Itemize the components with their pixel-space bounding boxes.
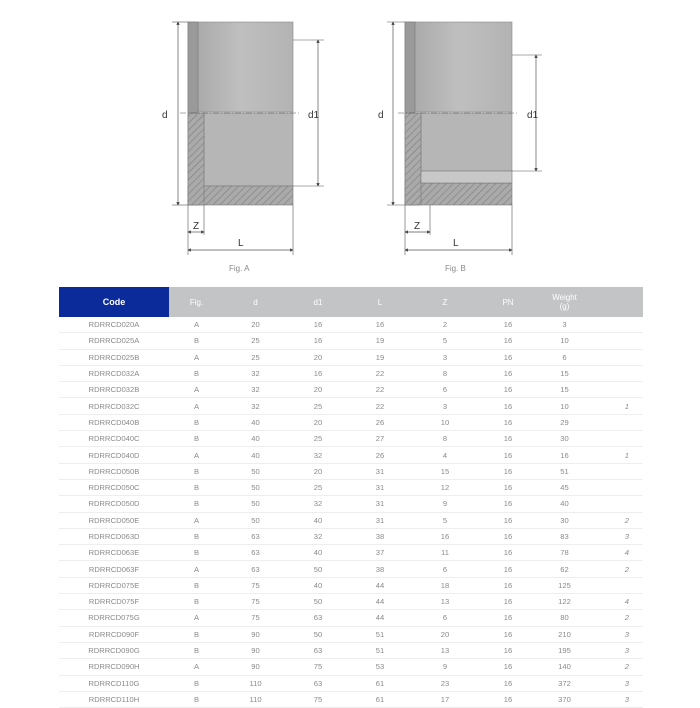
- cell-d: 90: [224, 659, 287, 675]
- header-weight-unit: (g): [559, 302, 570, 311]
- table-row: [59, 594, 643, 610]
- cell-z: 17: [411, 691, 479, 707]
- cell-weight: 6: [537, 349, 592, 365]
- fig-a-caption: Fig. A: [229, 264, 250, 273]
- cell-z: 9: [411, 659, 479, 675]
- cell-pn: 16: [479, 528, 537, 544]
- cell-d: 75: [224, 594, 287, 610]
- cell-d: 90: [224, 642, 287, 658]
- cell-weight: 210: [537, 626, 592, 642]
- cell-d1: 63: [287, 675, 349, 691]
- cell-weight: 15: [537, 382, 592, 398]
- cell-z: 5: [411, 512, 479, 528]
- cell-d: 63: [224, 561, 287, 577]
- cell-note: 1: [592, 398, 643, 414]
- cell-z: 4: [411, 447, 479, 463]
- cell-weight: 30: [537, 431, 592, 447]
- cell-z: 6: [411, 561, 479, 577]
- cell-weight: 16: [537, 447, 592, 463]
- cell-pn: 16: [479, 659, 537, 675]
- cell-code: RDRRCD050E: [59, 512, 169, 528]
- cell-pn: 16: [479, 431, 537, 447]
- cell-d1: 32: [287, 496, 349, 512]
- cell-l: 53: [349, 659, 411, 675]
- cell-d1: 25: [287, 431, 349, 447]
- cell-fig: B: [169, 675, 224, 691]
- cell-d1: 50: [287, 594, 349, 610]
- table-row: [59, 398, 643, 414]
- cell-fig: B: [169, 545, 224, 561]
- cell-z: 12: [411, 479, 479, 495]
- cell-weight: 80: [537, 610, 592, 626]
- cell-pn: 16: [479, 610, 537, 626]
- table-row: [59, 545, 643, 561]
- table-row: [59, 447, 643, 463]
- cell-l: 26: [349, 447, 411, 463]
- cell-weight: 45: [537, 479, 592, 495]
- fig-a-label-l: L: [238, 238, 244, 249]
- cell-z: 3: [411, 398, 479, 414]
- table-row: [59, 463, 643, 479]
- fig-b-section-left: [405, 113, 421, 205]
- cell-d1: 16: [287, 333, 349, 349]
- cell-d1: 50: [287, 561, 349, 577]
- cell-l: 61: [349, 675, 411, 691]
- cell-weight: 122: [537, 594, 592, 610]
- cell-note: 3: [592, 528, 643, 544]
- cell-fig: A: [169, 349, 224, 365]
- header-fig: Fig.: [169, 287, 224, 317]
- cell-d1: 20: [287, 414, 349, 430]
- cell-pn: 16: [479, 675, 537, 691]
- cell-code: RDRRCD032C: [59, 398, 169, 414]
- table-row: [59, 675, 643, 691]
- cell-pn: 16: [479, 691, 537, 707]
- cell-d1: 16: [287, 317, 349, 333]
- cell-pn: 16: [479, 626, 537, 642]
- cell-d: 75: [224, 610, 287, 626]
- cell-l: 38: [349, 528, 411, 544]
- cell-l: 38: [349, 561, 411, 577]
- cell-weight: 125: [537, 577, 592, 593]
- cell-d: 40: [224, 431, 287, 447]
- cell-code: RDRRCD040C: [59, 431, 169, 447]
- cell-fig: B: [169, 691, 224, 707]
- cell-d1: 20: [287, 463, 349, 479]
- cell-pn: 16: [479, 545, 537, 561]
- cell-d: 75: [224, 577, 287, 593]
- cell-z: 6: [411, 382, 479, 398]
- cell-fig: B: [169, 496, 224, 512]
- cell-z: 8: [411, 431, 479, 447]
- cell-weight: 40: [537, 496, 592, 512]
- fig-b-caption: Fig. B: [445, 264, 466, 273]
- cell-l: 19: [349, 349, 411, 365]
- table-row: [59, 691, 643, 707]
- cell-fig: B: [169, 594, 224, 610]
- cell-z: 3: [411, 349, 479, 365]
- fig-a-bore: [204, 113, 293, 186]
- cell-pn: 16: [479, 577, 537, 593]
- cell-weight: 372: [537, 675, 592, 691]
- cell-d: 90: [224, 626, 287, 642]
- cell-d1: 20: [287, 382, 349, 398]
- cell-code: RDRRCD090H: [59, 659, 169, 675]
- table-row: [59, 479, 643, 495]
- cell-pn: 16: [479, 594, 537, 610]
- cell-note: 2: [592, 659, 643, 675]
- cell-pn: 16: [479, 398, 537, 414]
- cell-pn: 16: [479, 496, 537, 512]
- table-row: [59, 642, 643, 658]
- cell-note: [592, 463, 643, 479]
- cell-code: RDRRCD063D: [59, 528, 169, 544]
- table-header-row: [59, 287, 643, 317]
- cell-weight: 78: [537, 545, 592, 561]
- cell-pn: 16: [479, 512, 537, 528]
- cell-fig: A: [169, 659, 224, 675]
- cell-fig: B: [169, 463, 224, 479]
- cell-code: RDRRCD063F: [59, 561, 169, 577]
- cell-d: 32: [224, 382, 287, 398]
- cell-note: 1: [592, 447, 643, 463]
- cell-weight: 10: [537, 398, 592, 414]
- cell-d: 63: [224, 528, 287, 544]
- cell-d1: 32: [287, 447, 349, 463]
- table-row: [59, 382, 643, 398]
- cell-weight: 15: [537, 365, 592, 381]
- cell-code: RDRRCD063E: [59, 545, 169, 561]
- cell-l: 44: [349, 577, 411, 593]
- cell-weight: 30: [537, 512, 592, 528]
- table-row: [59, 659, 643, 675]
- cell-d1: 32: [287, 528, 349, 544]
- cell-code: RDRRCD032A: [59, 365, 169, 381]
- figure-a: [162, 22, 324, 273]
- header-z: Z: [411, 287, 479, 317]
- cell-code: RDRRCD050D: [59, 496, 169, 512]
- cell-weight: 62: [537, 561, 592, 577]
- cell-fig: A: [169, 398, 224, 414]
- cell-d: 50: [224, 463, 287, 479]
- cell-note: 4: [592, 545, 643, 561]
- header-weight: [537, 287, 592, 317]
- cell-l: 22: [349, 398, 411, 414]
- cell-d: 25: [224, 333, 287, 349]
- cell-l: 31: [349, 463, 411, 479]
- header-weight-label: Weight: [552, 293, 577, 302]
- cell-l: 37: [349, 545, 411, 561]
- header-note: [592, 287, 643, 317]
- cell-note: [592, 431, 643, 447]
- fig-b-label-l: L: [453, 238, 459, 249]
- cell-code: RDRRCD090G: [59, 642, 169, 658]
- table-row: [59, 512, 643, 528]
- cell-pn: 16: [479, 333, 537, 349]
- fig-a-label-d: d: [162, 110, 168, 121]
- drawings-svg: [0, 0, 700, 280]
- header-l: L: [349, 287, 411, 317]
- cell-code: RDRRCD075E: [59, 577, 169, 593]
- cell-code: RDRRCD020A: [59, 317, 169, 333]
- cell-l: 19: [349, 333, 411, 349]
- cell-code: RDRRCD110G: [59, 675, 169, 691]
- cell-l: 51: [349, 626, 411, 642]
- cell-d1: 25: [287, 479, 349, 495]
- cell-note: [592, 414, 643, 430]
- cell-d1: 75: [287, 691, 349, 707]
- table-row: [59, 610, 643, 626]
- cell-pn: 16: [479, 463, 537, 479]
- table-row: [59, 365, 643, 381]
- cell-code: RDRRCD110H: [59, 691, 169, 707]
- cell-l: 22: [349, 365, 411, 381]
- cell-pn: 16: [479, 317, 537, 333]
- cell-l: 61: [349, 691, 411, 707]
- cell-code: RDRRCD075F: [59, 594, 169, 610]
- table-row: [59, 561, 643, 577]
- cell-d: 32: [224, 398, 287, 414]
- cell-pn: 16: [479, 447, 537, 463]
- table-row: [59, 333, 643, 349]
- cell-z: 13: [411, 642, 479, 658]
- cell-note: [592, 382, 643, 398]
- cell-weight: 29: [537, 414, 592, 430]
- cell-l: 31: [349, 512, 411, 528]
- cell-code: RDRRCD040D: [59, 447, 169, 463]
- cell-l: 31: [349, 479, 411, 495]
- cell-fig: A: [169, 382, 224, 398]
- cell-d: 20: [224, 317, 287, 333]
- cell-fig: B: [169, 626, 224, 642]
- cell-d: 25: [224, 349, 287, 365]
- cell-weight: 83: [537, 528, 592, 544]
- cell-l: 22: [349, 382, 411, 398]
- cell-fig: A: [169, 447, 224, 463]
- cell-fig: B: [169, 577, 224, 593]
- fig-a-section-left: [188, 113, 204, 205]
- cell-pn: 16: [479, 365, 537, 381]
- cell-pn: 16: [479, 349, 537, 365]
- cell-code: RDRRCD050B: [59, 463, 169, 479]
- table-body: [59, 317, 643, 708]
- header-pn: PN: [479, 287, 537, 317]
- cell-d: 50: [224, 496, 287, 512]
- cell-fig: A: [169, 317, 224, 333]
- cell-fig: A: [169, 512, 224, 528]
- cell-d: 32: [224, 365, 287, 381]
- cell-d1: 75: [287, 659, 349, 675]
- cell-d: 50: [224, 512, 287, 528]
- cell-z: 6: [411, 610, 479, 626]
- cell-fig: B: [169, 431, 224, 447]
- table-row: [59, 414, 643, 430]
- fig-a-body-upper: [188, 22, 293, 112]
- cell-weight: 51: [537, 463, 592, 479]
- cell-d1: 50: [287, 626, 349, 642]
- fig-b-bore: [421, 113, 512, 171]
- cell-pn: 16: [479, 561, 537, 577]
- cell-note: [592, 496, 643, 512]
- cell-weight: 3: [537, 317, 592, 333]
- header-code: Code: [59, 287, 169, 317]
- cell-z: 15: [411, 463, 479, 479]
- cell-z: 13: [411, 594, 479, 610]
- cell-fig: B: [169, 479, 224, 495]
- table-row: [59, 626, 643, 642]
- cell-note: [592, 333, 643, 349]
- table-row: [59, 349, 643, 365]
- fig-b-label-z: Z: [414, 221, 421, 232]
- cell-note: 2: [592, 610, 643, 626]
- cell-d1: 20: [287, 349, 349, 365]
- cell-note: 3: [592, 691, 643, 707]
- cell-d1: 40: [287, 577, 349, 593]
- cell-z: 23: [411, 675, 479, 691]
- cell-note: 4: [592, 594, 643, 610]
- fig-a-label-z: Z: [193, 221, 200, 232]
- cell-z: 10: [411, 414, 479, 430]
- cell-l: 51: [349, 642, 411, 658]
- cell-z: 9: [411, 496, 479, 512]
- cell-d1: 25: [287, 398, 349, 414]
- cell-note: [592, 365, 643, 381]
- cell-note: [592, 479, 643, 495]
- cell-z: 18: [411, 577, 479, 593]
- cell-note: 3: [592, 675, 643, 691]
- cell-d: 63: [224, 545, 287, 561]
- cell-l: 26: [349, 414, 411, 430]
- cell-note: [592, 577, 643, 593]
- cell-d1: 63: [287, 642, 349, 658]
- cell-code: RDRRCD075G: [59, 610, 169, 626]
- cell-z: 11: [411, 545, 479, 561]
- fig-a-label-d1: d1: [308, 110, 320, 121]
- cell-note: [592, 349, 643, 365]
- cell-code: RDRRCD032B: [59, 382, 169, 398]
- cell-weight: 195: [537, 642, 592, 658]
- cell-note: 2: [592, 561, 643, 577]
- cell-z: 8: [411, 365, 479, 381]
- cell-d1: 63: [287, 610, 349, 626]
- cell-note: 3: [592, 626, 643, 642]
- cell-fig: A: [169, 610, 224, 626]
- header-d: d: [224, 287, 287, 317]
- cell-z: 2: [411, 317, 479, 333]
- table-row: [59, 431, 643, 447]
- cell-fig: B: [169, 365, 224, 381]
- cell-fig: B: [169, 528, 224, 544]
- cell-pn: 16: [479, 382, 537, 398]
- cell-code: RDRRCD040B: [59, 414, 169, 430]
- header-d1: d1: [287, 287, 349, 317]
- cell-note: 2: [592, 512, 643, 528]
- figure-b: [378, 22, 542, 273]
- cell-fig: B: [169, 414, 224, 430]
- table-row: [59, 577, 643, 593]
- table-row: [59, 496, 643, 512]
- cell-l: 16: [349, 317, 411, 333]
- cell-d: 50: [224, 479, 287, 495]
- cell-fig: A: [169, 561, 224, 577]
- cell-d: 110: [224, 675, 287, 691]
- cell-l: 44: [349, 594, 411, 610]
- cell-note: 3: [592, 642, 643, 658]
- fig-b-label-d: d: [378, 110, 384, 121]
- cell-d: 110: [224, 691, 287, 707]
- fig-b-label-d1: d1: [527, 110, 539, 121]
- table-row: [59, 528, 643, 544]
- cell-z: 20: [411, 626, 479, 642]
- cell-d: 40: [224, 447, 287, 463]
- cell-fig: B: [169, 642, 224, 658]
- fig-b-inner-step: [421, 171, 512, 183]
- table-row: [59, 317, 643, 333]
- cell-pn: 16: [479, 414, 537, 430]
- cell-d1: 40: [287, 512, 349, 528]
- cell-code: RDRRCD025B: [59, 349, 169, 365]
- cell-z: 5: [411, 333, 479, 349]
- cell-d1: 40: [287, 545, 349, 561]
- cell-code: RDRRCD050C: [59, 479, 169, 495]
- cell-weight: 140: [537, 659, 592, 675]
- cell-note: [592, 317, 643, 333]
- cell-fig: B: [169, 333, 224, 349]
- cell-l: 27: [349, 431, 411, 447]
- cell-code: RDRRCD090F: [59, 626, 169, 642]
- cell-d: 40: [224, 414, 287, 430]
- cell-code: RDRRCD025A: [59, 333, 169, 349]
- specification-table: [59, 287, 643, 708]
- cell-z: 16: [411, 528, 479, 544]
- cell-pn: 16: [479, 479, 537, 495]
- cell-pn: 16: [479, 642, 537, 658]
- cell-l: 44: [349, 610, 411, 626]
- fig-b-body-upper: [405, 22, 512, 112]
- technical-drawings: [0, 0, 700, 280]
- cell-weight: 10: [537, 333, 592, 349]
- cell-d1: 16: [287, 365, 349, 381]
- cell-weight: 370: [537, 691, 592, 707]
- cell-l: 31: [349, 496, 411, 512]
